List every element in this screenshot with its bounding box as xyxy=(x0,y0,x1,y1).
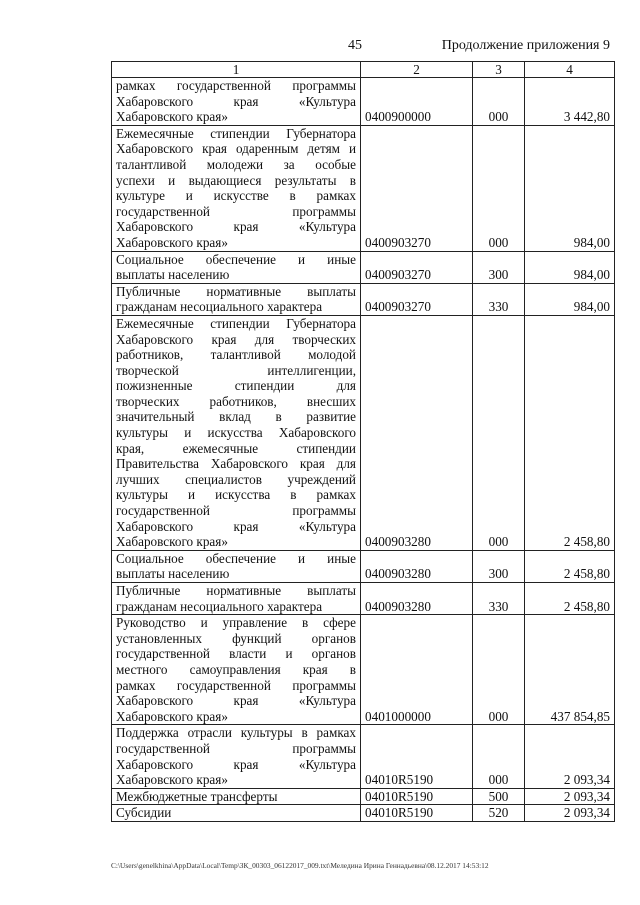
description-line: Хабаровского края» xyxy=(116,109,228,125)
description-line: Субсидии xyxy=(116,805,172,821)
description-line: Хабаровского края для творческих xyxy=(116,331,356,347)
description-line: Хабаровского края» xyxy=(116,234,228,250)
description-line: государственной программы xyxy=(116,503,356,519)
description-line: государственной власти и органов xyxy=(116,646,356,662)
table-row xyxy=(112,78,615,126)
description-line: государственной программы xyxy=(116,203,356,219)
table-row xyxy=(112,125,615,251)
page-number: 45 xyxy=(348,38,362,53)
row-description xyxy=(112,788,361,805)
row-expense-type: 000 xyxy=(473,125,525,251)
table-row xyxy=(112,315,615,550)
row-amount: 2 093,34 xyxy=(525,805,615,822)
description-line: местного самоуправления края в xyxy=(116,661,356,677)
row-description xyxy=(112,283,361,315)
row-amount: 2 458,80 xyxy=(525,550,615,582)
description-line: государственной программы xyxy=(116,740,356,756)
description-line: культуре и искусстве в рамках xyxy=(116,188,356,204)
description-line: Хабаровского края» xyxy=(116,708,228,724)
row-amount: 2 093,34 xyxy=(525,725,615,788)
row-amount: 984,00 xyxy=(525,251,615,283)
table-header-row xyxy=(112,62,615,78)
description-line: рамках государственной программы xyxy=(116,78,356,93)
row-code: 0400903270 xyxy=(361,283,473,315)
description-line: Публичные нормативные выплаты xyxy=(116,583,356,598)
description-line: культуры и искусства Хабаровского xyxy=(116,425,356,441)
row-description xyxy=(112,550,361,582)
row-expense-type: 500 xyxy=(473,788,525,805)
description-line: значительный вклад в развитие xyxy=(116,409,356,425)
row-expense-type: 000 xyxy=(473,615,525,725)
row-amount: 437 854,85 xyxy=(525,615,615,725)
row-code: 04010R5190 xyxy=(361,788,473,805)
description-line: культуры и искусства в рамках xyxy=(116,487,356,503)
row-expense-type: 330 xyxy=(473,583,525,615)
description-line: Правительства Хабаровского края для xyxy=(116,456,356,472)
row-amount: 2 093,34 xyxy=(525,788,615,805)
description-line: Хабаровского края» xyxy=(116,772,228,788)
description-line: Социальное обеспечение и иные xyxy=(116,550,356,566)
continuation-label: Продолжение приложения 9 xyxy=(441,38,610,53)
footer-file-path: C:\Users\genelkhina\AppData\Local\Temp\ЗК_00303_06122017_009.txt\Меледина Ирина Геннадьевна\08.12.2017 14:53:12 xyxy=(111,861,489,870)
description-line: Публичные нормативные выплаты xyxy=(116,283,356,299)
description-line: установленных функций органов xyxy=(116,630,356,646)
row-amount: 2 458,80 xyxy=(525,583,615,615)
row-code: 0400900000 xyxy=(361,78,473,126)
description-line: Хабаровского края «Культура xyxy=(116,693,356,709)
row-expense-type: 000 xyxy=(473,78,525,126)
description-line: края, ежемесячные стипендии xyxy=(116,440,356,456)
row-expense-type: 330 xyxy=(473,283,525,315)
table-row xyxy=(112,283,615,315)
row-description xyxy=(112,725,361,788)
table-row xyxy=(112,550,615,582)
description-line: успехи и выдающиеся результаты в xyxy=(116,172,356,188)
table-row xyxy=(112,583,615,615)
row-description xyxy=(112,805,361,822)
row-description xyxy=(112,315,361,550)
row-code: 0401000000 xyxy=(361,615,473,725)
row-code: 0400903270 xyxy=(361,125,473,251)
column-header-4: 4 xyxy=(525,62,615,78)
row-code: 0400903270 xyxy=(361,251,473,283)
row-expense-type: 300 xyxy=(473,550,525,582)
row-amount: 3 442,80 xyxy=(525,78,615,126)
column-header-3: 3 xyxy=(473,62,525,78)
description-line: Ежемесячные стипендии Губернатора xyxy=(116,125,356,141)
description-line: выплаты населению xyxy=(116,267,230,283)
description-line: Хабаровского края одаренным детям и xyxy=(116,141,356,157)
description-line: лучших специалистов учреждений xyxy=(116,471,356,487)
description-line: Поддержка отрасли культуры в рамках xyxy=(116,725,356,741)
row-expense-type: 000 xyxy=(473,315,525,550)
description-line: Хабаровского края «Культура xyxy=(116,93,356,109)
description-line: талантливой молодежи за особые xyxy=(116,156,356,172)
description-line: Руководство и управление в сфере xyxy=(116,615,356,631)
table-row xyxy=(112,788,615,805)
description-line: рамках государственной программы xyxy=(116,677,356,693)
row-expense-type: 000 xyxy=(473,725,525,788)
description-line: Социальное обеспечение и иные xyxy=(116,251,356,267)
column-header-1: 1 xyxy=(112,62,361,78)
row-code: 0400903280 xyxy=(361,583,473,615)
row-code: 04010R5190 xyxy=(361,725,473,788)
row-amount: 984,00 xyxy=(525,283,615,315)
description-line: Хабаровского края «Культура xyxy=(116,756,356,772)
row-description xyxy=(112,251,361,283)
description-line: гражданам несоциального характера xyxy=(116,299,323,315)
table-row xyxy=(112,251,615,283)
description-line: Ежемесячные стипендии Губернатора xyxy=(116,315,356,331)
description-line: работников, талантливой молодой xyxy=(116,347,356,363)
row-code: 0400903280 xyxy=(361,315,473,550)
description-line: Межбюджетные трансферты xyxy=(116,788,278,804)
description-line: творческой интеллигенции, xyxy=(116,362,356,378)
table-row xyxy=(112,805,615,822)
row-expense-type: 520 xyxy=(473,805,525,822)
row-code: 04010R5190 xyxy=(361,805,473,822)
row-description xyxy=(112,125,361,251)
table-row xyxy=(112,615,615,725)
row-amount: 984,00 xyxy=(525,125,615,251)
row-description xyxy=(112,615,361,725)
budget-table xyxy=(111,61,615,822)
table-body xyxy=(112,78,615,822)
description-line: гражданам несоциального характера xyxy=(116,598,323,614)
description-line: пожизненные стипендии для xyxy=(116,378,356,394)
row-description xyxy=(112,78,361,126)
description-line: Хабаровского края» xyxy=(116,534,228,550)
column-header-2: 2 xyxy=(361,62,473,78)
description-line: Хабаровского края «Культура xyxy=(116,219,356,235)
table-row xyxy=(112,725,615,788)
row-expense-type: 300 xyxy=(473,251,525,283)
row-amount: 2 458,80 xyxy=(525,315,615,550)
row-code: 0400903280 xyxy=(361,550,473,582)
description-line: выплаты населению xyxy=(116,566,230,582)
row-description xyxy=(112,583,361,615)
description-line: творческих работников, внесших xyxy=(116,393,356,409)
description-line: Хабаровского края «Культура xyxy=(116,518,356,534)
